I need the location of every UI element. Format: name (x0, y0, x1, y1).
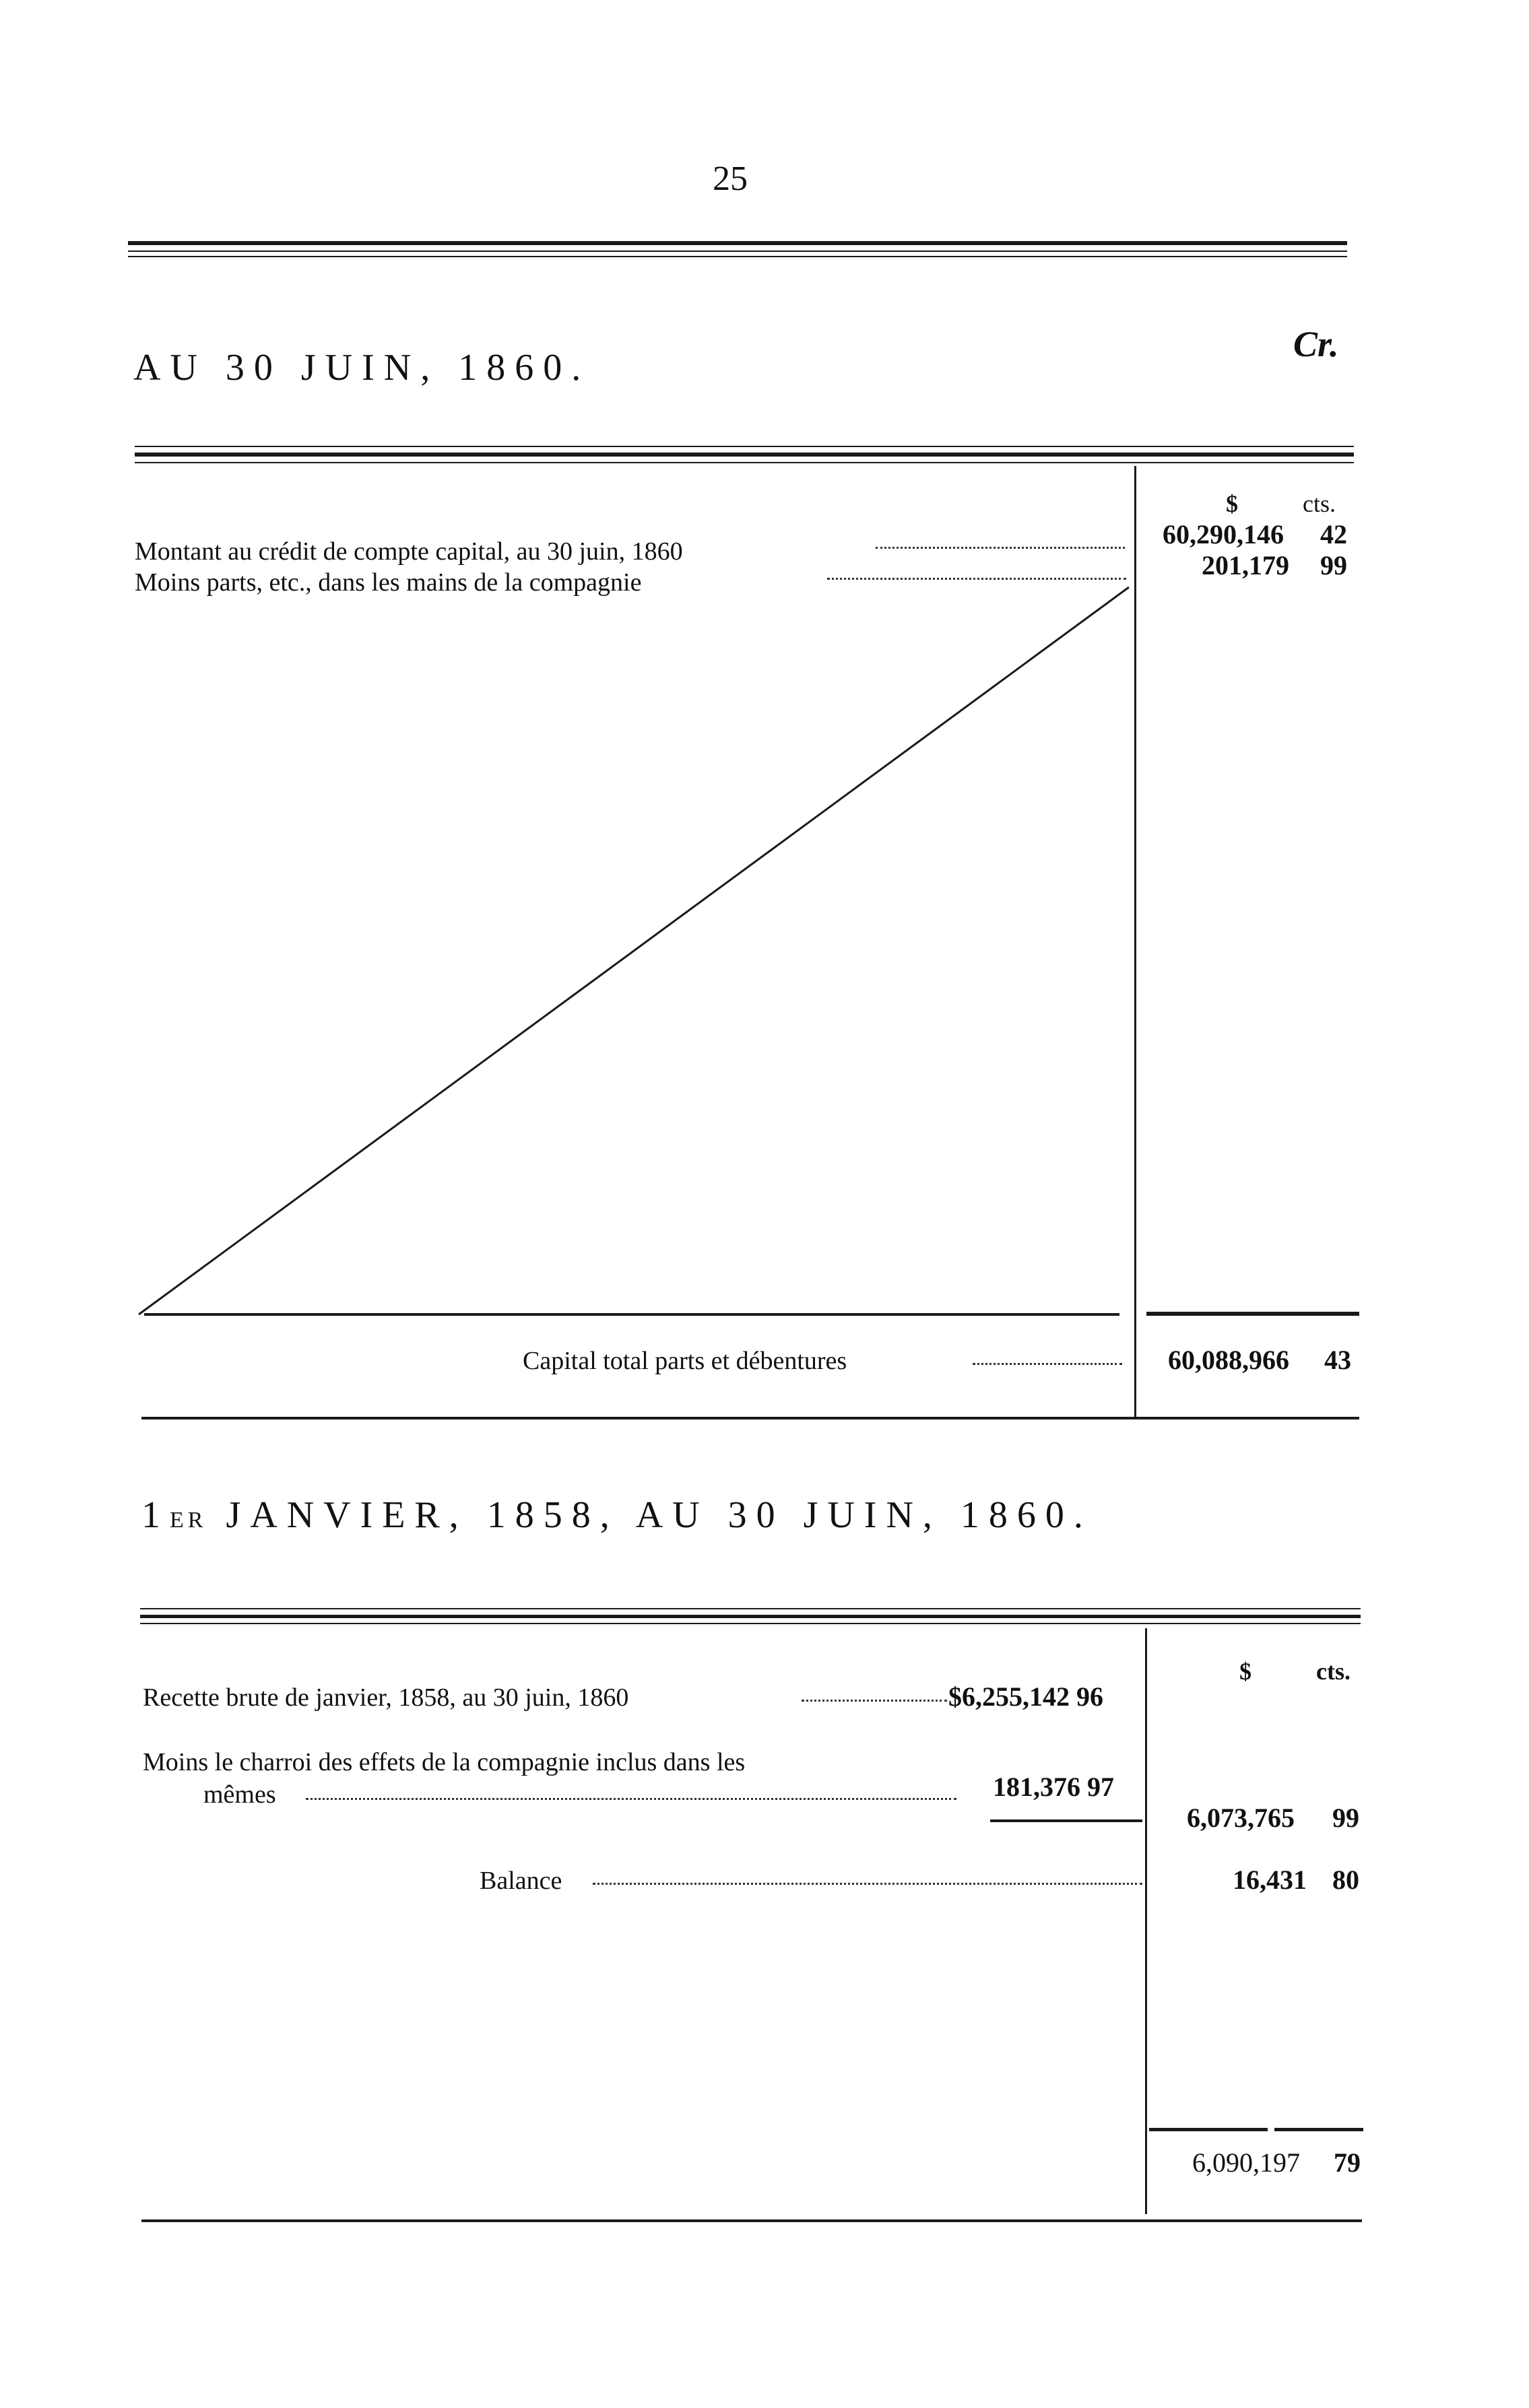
section2-row-label-freight-line1: Moins le charroi des effets de la compagnie inclus dans les (143, 1748, 746, 1776)
section2-inner-subtotal-rule (990, 1819, 1142, 1822)
leader-dots (802, 1700, 947, 1702)
section1-row-dollars-credit: 60,290,146 (1163, 519, 1284, 549)
section1-subtotal-rule-left (144, 1313, 1119, 1316)
section2-row-inner-gross: $6,255,142 96 (948, 1681, 1103, 1712)
section2-net-cents: 99 (1332, 1803, 1359, 1833)
section2-column-divider (1145, 1628, 1147, 2214)
section2-title (141, 1496, 1093, 1534)
section2-rule-thin (140, 1608, 1361, 1609)
section1-cents-header: cts. (1303, 490, 1336, 517)
section1-total-cents: 43 (1324, 1345, 1351, 1375)
section1-bottom-rule (141, 1417, 1359, 1419)
section2-total-rule-dollars (1149, 2128, 1268, 2131)
section2-dollar-header: $ (1239, 1658, 1251, 1685)
section2-row-label-gross: Recette brute de janvier, 1858, au 30 juin, 1860 (143, 1683, 629, 1712)
section2-title-sup: ER (170, 1508, 207, 1533)
section1-total-label: Capital total parts et débentures (523, 1347, 847, 1375)
section2-rule-thick (140, 1615, 1361, 1618)
section2-bottom-rule (141, 2219, 1362, 2222)
section2-balance-label: Balance (480, 1867, 562, 1895)
leader-dots (306, 1798, 956, 1800)
section1-subtotal-rule-right (1146, 1312, 1359, 1316)
section2-total-dollars: 6,090,197 (1192, 2147, 1300, 2178)
section2-cents-header: cts. (1316, 1658, 1351, 1685)
section1-row-label-shares: Moins parts, etc., dans les mains de la compagnie (135, 568, 642, 597)
section2-total-rule-cents (1274, 2128, 1363, 2131)
section1-row-cents-credit: 42 (1320, 519, 1347, 549)
leader-dots (593, 1883, 1142, 1885)
section2-row-label-freight-line2: mêmes (203, 1780, 276, 1809)
section1-title: AU 30 JUIN, 1860. (133, 347, 591, 389)
section2-balance-cents: 80 (1332, 1865, 1359, 1895)
page-number: 25 (713, 160, 748, 198)
section2-title-rest: JANVIER, 1858, AU 30 JUIN, 1860. (226, 1494, 1093, 1536)
section2-title-prefix: 1 (141, 1494, 170, 1536)
section1-row-label-credit: Montant au crédit de compte capital, au 30 juin, 1860 (135, 537, 683, 566)
section1-row-cents-shares: 99 (1320, 550, 1347, 580)
section1-total-dollars: 60,088,966 (1168, 1345, 1289, 1375)
cr-label: Cr. (1293, 324, 1339, 364)
section1-dollar-header: $ (1226, 490, 1238, 517)
section2-row-inner-freight: 181,376 97 (993, 1772, 1114, 1802)
section1-row-dollars-shares: 201,179 (1202, 550, 1289, 580)
section2-total-cents: 79 (1334, 2147, 1361, 2178)
section2-rule-thin-2 (140, 1623, 1361, 1624)
leader-dots (973, 1363, 1122, 1365)
section2-balance-dollars: 16,431 (1233, 1865, 1307, 1895)
section2-net-dollars: 6,073,765 (1187, 1803, 1295, 1833)
